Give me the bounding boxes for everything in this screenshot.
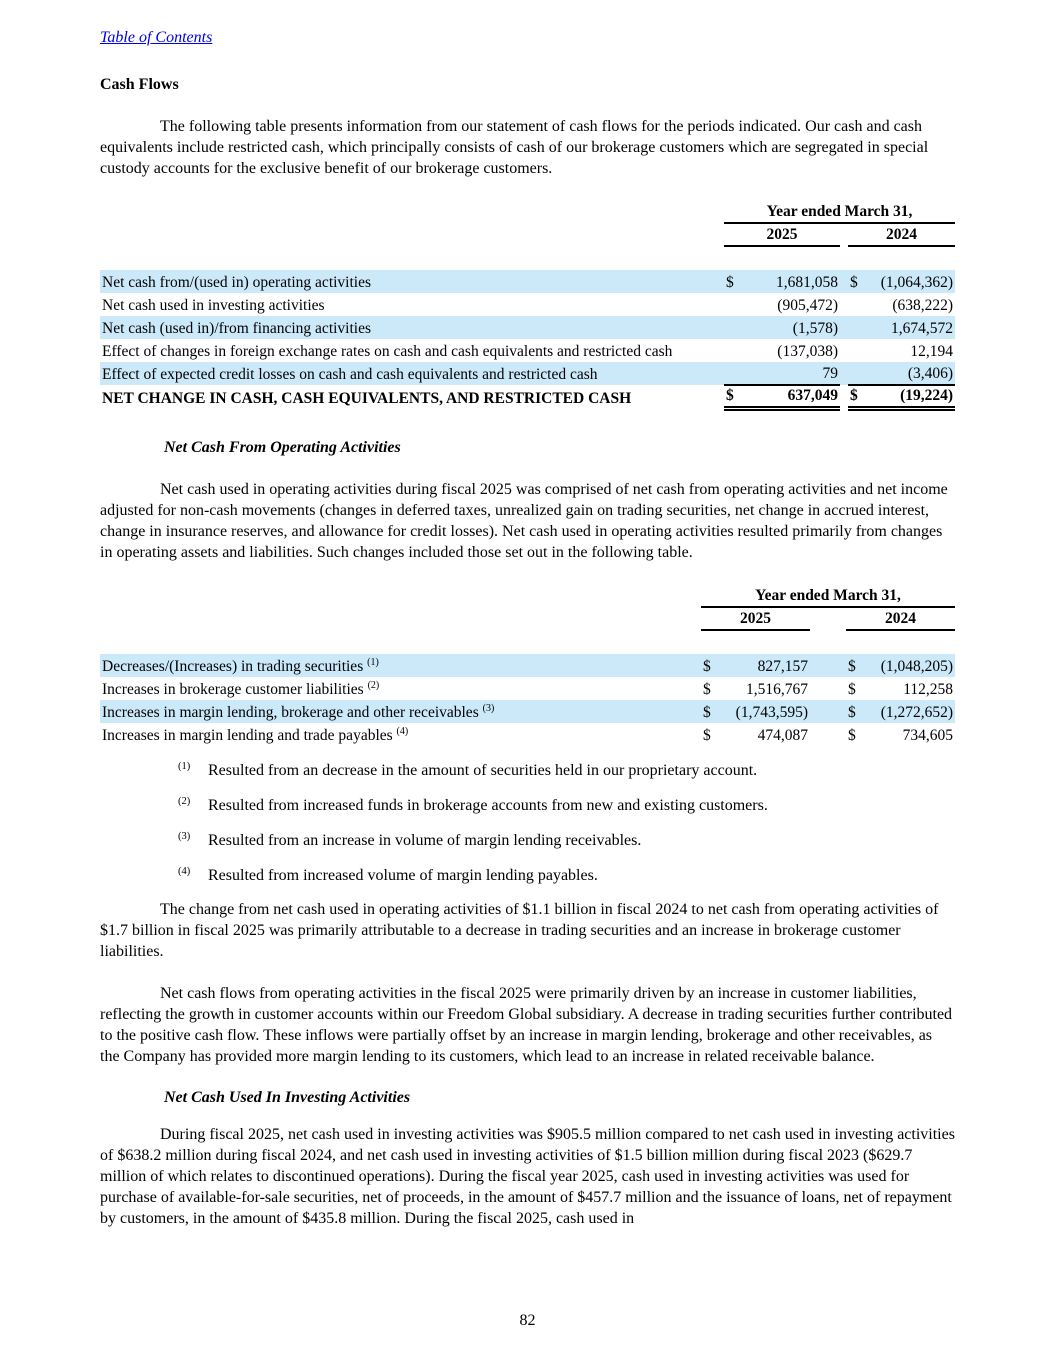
intro-paragraph: The following table presents information from our statement of cash flows for the periods indicated. Our cash and cash equivalents include restricted cash, which principally consists of cash of our brokerage customers which are segregated in special custody accounts for the exclusive benefit of our brokerage customers. bbox=[100, 118, 929, 177]
table-row bbox=[100, 654, 955, 677]
footnote-marker: (3) bbox=[178, 831, 191, 842]
footnote-marker: (2) bbox=[178, 796, 191, 807]
column-header-2024: 2024 bbox=[848, 223, 955, 246]
value-2024: 1,674,572 bbox=[891, 320, 954, 337]
table-row bbox=[100, 270, 955, 293]
operating-changes-table bbox=[100, 584, 955, 746]
value-2025: 1,516,767 bbox=[746, 681, 808, 698]
operating-paragraph: Net cash used in operating activities during fiscal 2025 was comprised of net cash from operating activities and net income adjusted for non-cash movements (changes in deferred taxes, unrealized gain on trading securities, net change in accrued interest, change in insurance reserves, and allowance for credit losses). Net cash used in operating activities resulted primarily from changes in operating assets and liabilities. Such changes included those set out in the following table. bbox=[100, 481, 948, 561]
footnote-marker: (4) bbox=[178, 866, 191, 877]
table-row bbox=[100, 339, 955, 362]
footnote-item bbox=[178, 861, 955, 886]
row-label: Increases in margin lending, brokerage and other receivables $^{(3)}$ bbox=[102, 703, 495, 721]
dollar-sign: $ bbox=[703, 704, 711, 721]
column-header-2024: 2024 bbox=[846, 607, 955, 630]
value-2025: (1,743,595) bbox=[735, 704, 808, 721]
row-label: Net cash from/(used in) operating activities bbox=[102, 274, 372, 291]
subheading-investing-activities: Net Cash Used In Investing Activities bbox=[164, 1089, 411, 1106]
period-header: Year ended March 31, bbox=[701, 584, 955, 607]
dollar-sign: $ bbox=[848, 704, 856, 721]
dollar-sign: $ bbox=[726, 274, 734, 291]
value-2024: (1,064,362) bbox=[880, 274, 954, 291]
value-2024: (3,406) bbox=[907, 365, 954, 382]
table-period-header-row bbox=[100, 200, 955, 223]
column-header-2025: 2025 bbox=[724, 223, 840, 246]
value-2024: 112,258 bbox=[903, 681, 954, 698]
table-row bbox=[100, 700, 955, 723]
row-label: Net cash (used in)/from financing activities bbox=[102, 320, 372, 337]
value-2025: 637,049 bbox=[748, 385, 840, 409]
value-2024: 12,194 bbox=[910, 343, 954, 360]
footnote-text: Resulted from increased funds in brokerage accounts from new and existing customers. bbox=[208, 797, 768, 814]
dollar-sign: $ bbox=[848, 727, 856, 744]
footnote-ref: (2) bbox=[367, 680, 380, 691]
dollar-sign: $ bbox=[724, 385, 748, 409]
footnote-text: Resulted from an decrease in the amount of securities held in our proprietary account. bbox=[208, 762, 758, 779]
footnote-ref: (4) bbox=[396, 726, 409, 737]
change-paragraph: The change from net cash used in operating activities of $1.1 billion in fiscal 2024 to net cash from operating activities of $1.7 billion in fiscal 2025 was primarily attributable to a decrease in trading securities and an increase in brokerage customer liabilities. bbox=[100, 901, 939, 960]
value-2025: 474,087 bbox=[757, 727, 808, 744]
breadcrumb bbox=[100, 28, 955, 48]
row-label: Increases in margin lending and trade payables $^{(4)}$ bbox=[102, 726, 409, 744]
dollar-sign: $ bbox=[850, 274, 858, 291]
subheading-operating-activities: Net Cash From Operating Activities bbox=[164, 439, 401, 456]
dollar-sign: $ bbox=[848, 658, 856, 675]
period-header: Year ended March 31, bbox=[724, 200, 955, 223]
footnote-ref: (1) bbox=[367, 657, 379, 668]
value-2024: (638,222) bbox=[892, 297, 954, 314]
value-2024: (19,224) bbox=[872, 385, 955, 409]
value-2025: (137,038) bbox=[777, 343, 838, 360]
footnote-item bbox=[178, 791, 955, 816]
table-row bbox=[100, 362, 955, 385]
value-2025: 827,157 bbox=[757, 658, 808, 675]
row-label: Effect of expected credit losses on cash and cash equivalents and restricted cash bbox=[102, 366, 598, 383]
dollar-sign: $ bbox=[703, 681, 711, 698]
page-title: Cash Flows bbox=[100, 76, 179, 93]
row-label: Net cash used in investing activities bbox=[102, 297, 325, 314]
table-year-header-row bbox=[100, 607, 955, 630]
table-row bbox=[100, 293, 955, 316]
value-2025: (905,472) bbox=[777, 297, 838, 314]
table-row bbox=[100, 316, 955, 339]
value-2024: (1,048,205) bbox=[880, 658, 954, 675]
footnote-marker: (1) bbox=[178, 761, 191, 772]
footnote-text: Resulted from increased volume of margin lending payables. bbox=[208, 867, 598, 884]
dollar-sign: $ bbox=[848, 681, 856, 698]
cash-flow-summary-table bbox=[100, 200, 955, 411]
dollar-sign: $ bbox=[703, 727, 711, 744]
footnote-ref: (3) bbox=[482, 703, 495, 714]
footnote-item bbox=[178, 756, 955, 781]
value-2025: 1,681,058 bbox=[776, 274, 838, 291]
table-row bbox=[100, 677, 955, 700]
row-label: Decreases/(Increases) in trading securities $^{(1)}$ bbox=[102, 657, 379, 675]
footnote-item bbox=[178, 826, 955, 851]
row-label: NET CHANGE IN CASH, CASH EQUIVALENTS, AND RESTRICTED CASH bbox=[102, 389, 632, 407]
page-number: 82 bbox=[519, 1312, 536, 1329]
table-row bbox=[100, 723, 955, 746]
row-label: Increases in brokerage customer liabilities $^{(2)}$ bbox=[102, 680, 380, 698]
table-total-row bbox=[100, 385, 955, 409]
value-2024: 734,605 bbox=[902, 727, 954, 744]
value-2024: (1,272,652) bbox=[880, 704, 954, 721]
table-of-contents-link[interactable]: Table of Contents bbox=[100, 29, 213, 46]
table-period-header-row bbox=[100, 584, 955, 607]
value-2025: (1,578) bbox=[792, 320, 838, 337]
dollar-sign: $ bbox=[703, 658, 711, 675]
investing-paragraph: During fiscal 2025, net cash used in investing activities was $905.5 million compared to net cash used in investing activities of $638.2 million during fiscal 2024, and net cash used in investing activities of $1.5 billion million during fiscal 2023 ($629.7 million of which relates to discontinued operations). During the fiscal year 2025, cash used in investing activities was used for purchase of available-for-sale securities, net of proceeds, in the amount of $457.7 million and the issuance of loans, net of repayment by customers, in the amount of $435.8 million. During the fiscal 2025, cash used in bbox=[100, 1126, 955, 1227]
dollar-sign: $ bbox=[848, 385, 872, 409]
footnote-text: Resulted from an increase in volume of margin lending receivables. bbox=[208, 832, 642, 849]
row-label: Effect of changes in foreign exchange rates on cash and cash equivalents and restricted cash bbox=[102, 343, 673, 360]
value-2025: 79 bbox=[822, 365, 838, 382]
column-header-2025: 2025 bbox=[701, 607, 810, 630]
table-year-header-row bbox=[100, 223, 955, 246]
flows-paragraph: Net cash flows from operating activities in the fiscal 2025 were primarily driven by an increase in customer liabilities, reflecting the growth in customer accounts within our Freedom Global subsidiary. A decrease in trading securities further contributed to the positive cash flow. These inflows were partially offset by an increase in margin lending, brokerage and other receivables, as the Company has provided more margin lending to its customers, which lead to an increase in related receivable balance. bbox=[100, 985, 953, 1065]
